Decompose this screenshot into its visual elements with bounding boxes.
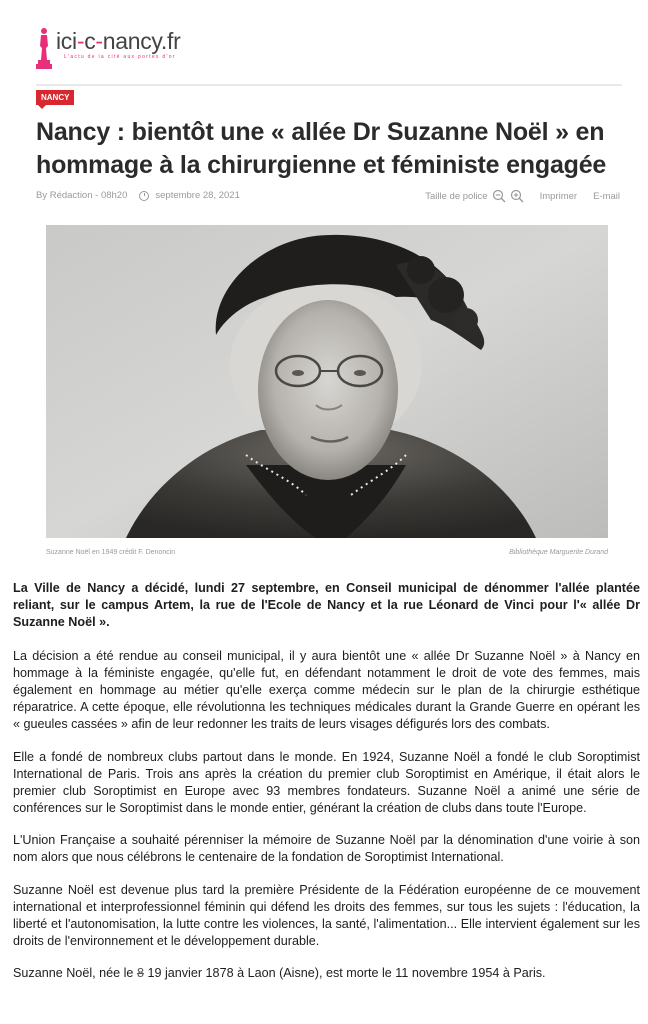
article-meta <box>36 190 240 201</box>
print-link[interactable]: Imprimer <box>539 190 578 202</box>
category-badge[interactable]: NANCY <box>36 90 74 105</box>
zoom-in-icon[interactable] <box>510 189 524 203</box>
article-paragraph: L'Union Française a souhaité pérenniser la mémoire de Suzanne Noël par la dénomination d'une voirie à son nom alors que nous célébrons le centenaire de la fondation de Soroptimist International. <box>13 833 640 864</box>
article-final-paragraph: Suzanne Noël, née le 8 19 janvier 1878 à Laon (Aisne), est morte le 11 novembre 1954 à Paris. <box>13 966 546 980</box>
portrait-image <box>46 225 608 538</box>
header-divider <box>36 84 622 86</box>
zoom-out-icon[interactable] <box>492 189 506 203</box>
stanislas-statue-icon <box>36 26 52 70</box>
logo-tagline: L'actu de la cité aux portes d'or <box>64 54 176 60</box>
article-lead: La Ville de Nancy a décidé, lundi 27 septembre, en Conseil municipal de dénommer l'allée plantée reliant, sur le campus Artem, la rue de l'Ecole de Nancy et la rue Léonard de Vinci pour l'« allée Dr Suzanne Noël ». <box>13 581 640 629</box>
logo-wordmark: ici-c-nancy.fr <box>56 28 181 54</box>
publish-date: septembre 28, 2021 <box>155 190 240 201</box>
article-title: Nancy : bientôt une « allée Dr Suzanne Noël » en hommage à la chirurgienne et féministe engagée <box>36 118 607 179</box>
site-logo[interactable] <box>36 26 180 70</box>
article-photo <box>46 225 608 538</box>
site-header <box>36 22 616 82</box>
photo-caption: Suzanne Noël en 1949 crédit F. Denoncin <box>46 549 176 556</box>
clock-icon <box>139 191 149 201</box>
article-tools <box>425 189 620 203</box>
photo-credit: Bibliothèque Marguerite Durand <box>509 549 608 556</box>
article-paragraph: Elle a fondé de nombreux clubs partout dans le monde. En 1924, Suzanne Noël a fondé le club Soroptimist International de Paris. Trois ans après la création du premier club Soroptimist en Amérique, il était alors le premier club Soroptimist en Europe avec 93 membres fondateurs. Suzanne Noël a animé une série de conférences sur le Soroptimist dans le monde entier, générant la création de clubs dans toute l'Europe. <box>13 749 640 815</box>
article-body <box>13 580 640 982</box>
article-paragraph: La décision a été rendue au conseil municipal, il y aura bientôt une « allée Dr Suzanne Noël » à Nancy en hommage à la féministe engagée, qu'elle fut, en défendant notamment le droit de vote des femmes, mais également en hommage au métier qu'elle exerça comme médecin sur le plan de la chirurgie esthétique réparatrice. A cette époque, elle révolutionna les techniques médicales durant la Grande Guerre en opérant les « gueules cassées » afin de leur redonner les traits de leurs visages défigurés lors des combats. <box>13 649 640 731</box>
author-byline[interactable]: By Rédaction - 08h20 <box>36 190 128 201</box>
font-size-label: Taille de police <box>425 190 488 202</box>
struck-date: 8 <box>136 966 144 980</box>
article-paragraph: Suzanne Noël est devenue plus tard la première Présidente de la Fédération européenne de ce mouvement international et interprofessionnel féminin qui défend les droits des femmes, sur tous les sujets : l'éducation, la liberté et l'autonomisation, la lutte contre les violences, la santé, l'alimentation... Elle intervient également sur les droits de l'environnement et le développement durable. <box>13 882 640 948</box>
email-link[interactable]: E-mail <box>593 190 620 202</box>
